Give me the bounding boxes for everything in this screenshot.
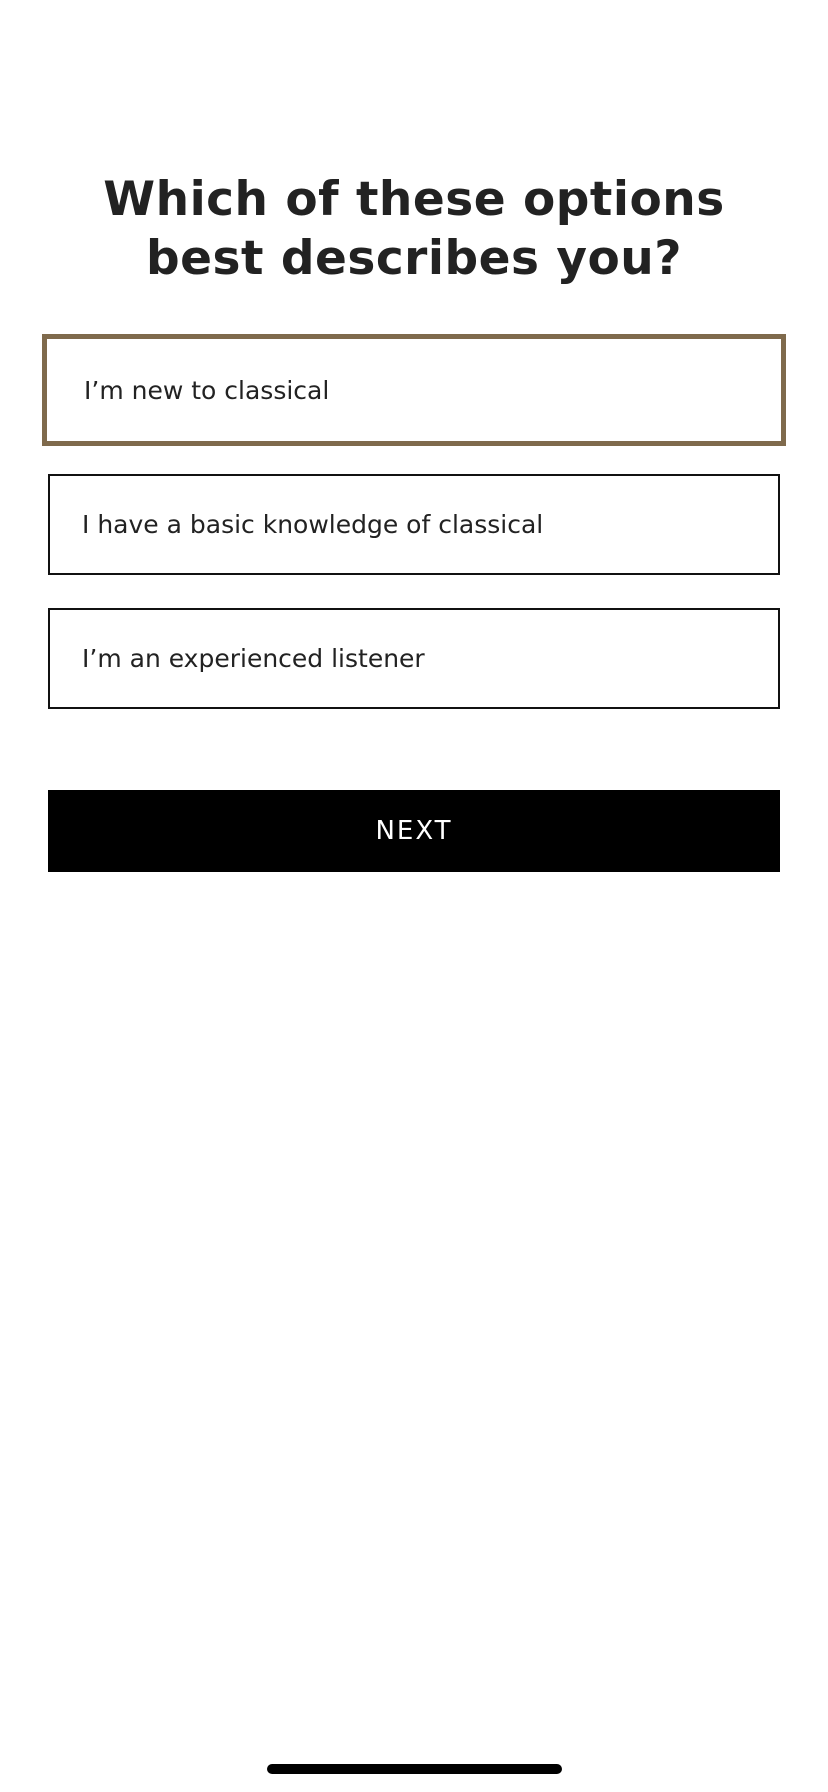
option-basic-knowledge[interactable] — [48, 474, 780, 575]
home-indicator[interactable] — [267, 1764, 562, 1774]
option-label: I have a basic knowledge of classical — [82, 510, 544, 539]
option-label: I’m new to classical — [84, 375, 330, 405]
option-label: I’m an experienced listener — [82, 644, 425, 673]
option-new-to-classical[interactable] — [42, 334, 786, 446]
next-button[interactable]: NEXT — [48, 790, 780, 872]
page-title: Which of these options best describes you? — [103, 172, 725, 286]
option-experienced-listener[interactable] — [48, 608, 780, 709]
